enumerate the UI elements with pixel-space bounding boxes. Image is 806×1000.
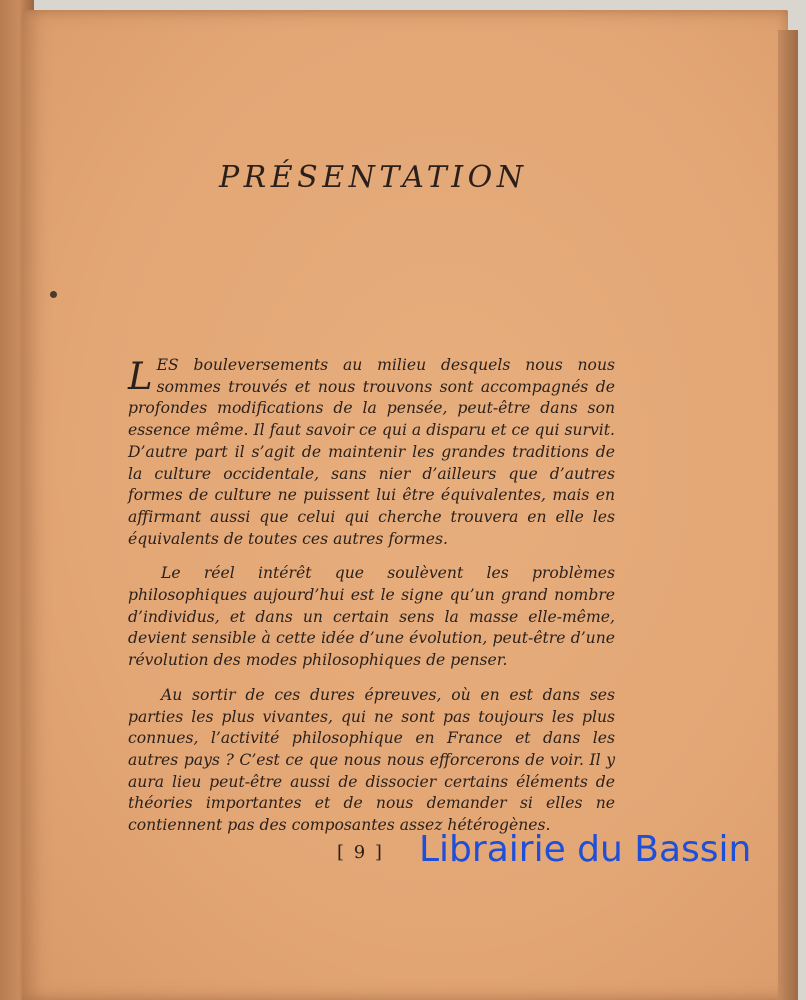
body-text bbox=[128, 355, 615, 837]
paragraph-1-text: bouleversements au milieu desquels nous nous sommes trouvés et nous trouvons sont accompagnés de profondes modifications de la pensée, peut-être dans son essence même. Il faut savoir ce qui a disparu et ce qui survit. D’autre part il s’agit de maintenir les grandes traditions de la culture occidentale, sans nier d’ailleurs que d’autres formes de culture ne puissent lui être équivalentes, mais en affirmant aussi que celui qui cherche trouvera en elle les équivalents de toutes ces autres formes. bbox=[128, 356, 615, 548]
paragraph-3: Au sortir de ces dures épreuves, où en est dans ses parties les plus vivantes, qui ne sont pas toujours les plus connues, l’activité philosophique en France et dans les autres pays ? C’est ce que nous nous efforcerons de voir. Il y aura lieu peut-être aussi de dissocier certains éléments de théories importantes et de nous demander si elles ne contiennent pas des composantes assez hétérogènes. bbox=[128, 685, 615, 835]
page-title: PRÉSENTATION bbox=[219, 160, 528, 195]
page-edge bbox=[778, 30, 798, 1000]
page-number: [ 9 ] bbox=[337, 842, 384, 863]
paragraph-2: Le réel intérêt que soulèvent les problèmes philosophiques aujourd’hui est le signe qu’un grand nombre d’individus, et dans un certain sens la masse elle-même, devient sensible à cette idée d’une évolution, peut-être d’une révolution des modes philosophiques de penser. bbox=[128, 564, 615, 670]
paragraph-1 bbox=[128, 355, 615, 550]
drop-cap: L bbox=[128, 355, 153, 398]
watermark: Librairie du Bassin bbox=[419, 829, 752, 870]
first-word: ES bbox=[156, 356, 179, 374]
ink-spot bbox=[50, 291, 57, 298]
